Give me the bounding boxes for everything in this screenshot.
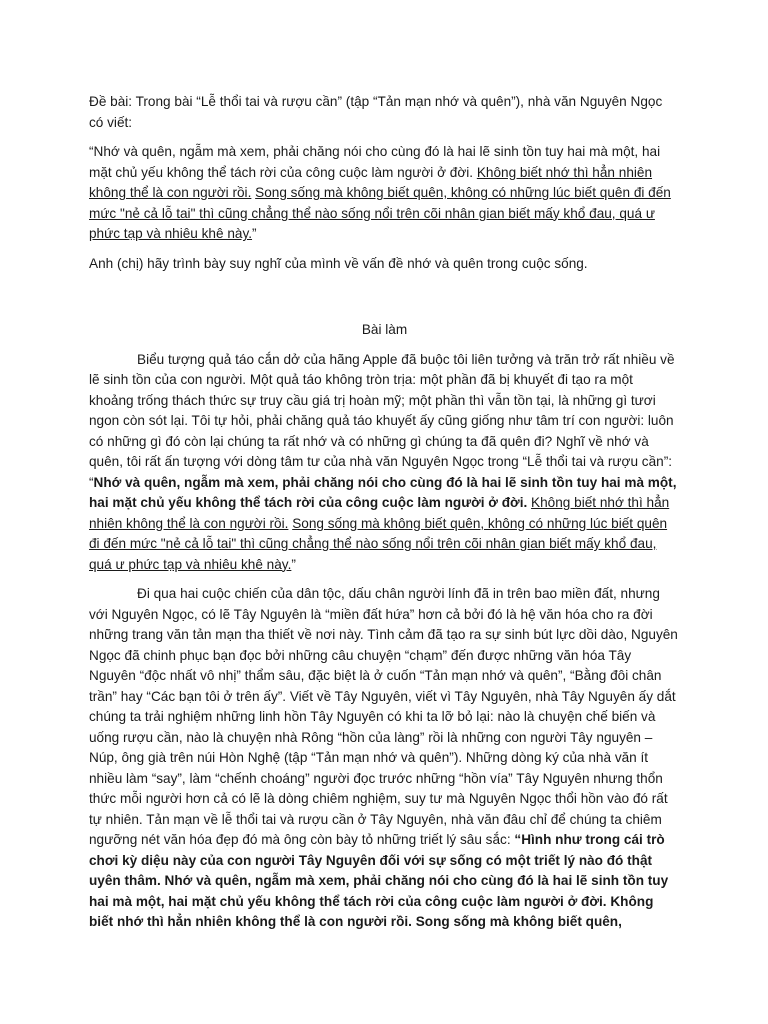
quote-close-mark: ” — [252, 226, 257, 241]
p1-underlined-sentence-2: Song sống mà không biết quên, không có những lúc biết quên đi đến mức "nẻ cả lỗ tai" thì cũng chẳng thể nào sống nổi trên cõi nhân gian biết mấy khổ đau, quá ư phức tạp và nhiêu khê này. — [89, 515, 668, 572]
prompt-heading: Đề bài: Trong bài “Lễ thổi tai và rượu cần” (tập “Tản mạn nhớ và quên”), nhà văn Nguyên Ngọc có viết: — [89, 94, 663, 130]
prompt-task: Anh (chị) hãy trình bày suy nghĩ của mình về vấn đề nhớ và quên trong cuộc sống. — [89, 255, 588, 271]
p1-bold-quote: Nhớ và quên, ngẫm mà xem, phải chăng nói cho cùng đó là hai lẽ sinh tồn tuy hai mà một, hai mặt chủ yếu không thể tách rời của công cuộc làm người ở đời. — [89, 474, 677, 510]
p2-text: Đi qua hai cuộc chiến của dân tộc, dấu chân người lính đã in trên bao miền đất, nhưng với Nguyên Ngọc, có lẽ Tây Nguyên là “miền đất hứa” hơn cả bởi đó là hệ văn hóa cho ra đời những trang văn tản mạn tha thiết về nơi này. Tình cảm đã tạo ra sự sinh bút lực dồi dào, Nguyên Ngọc đã chinh phục bạn đọc bởi những câu chuyện “chạm” đến được những văn hóa Tây Nguyên “độc nhất vô nhị” thẩm sâu, đặc biệt là ở cuốn “Tản mạn nhớ và quên”, “Bằng đôi chân trần” hay “Các bạn tôi ở trên ấy”. Viết về Tây Nguyên, viết vì Tây Nguyên, nhà Tây Nguyên ấy dắt chúng ta trải nghiệm những linh hồn Tây Nguyên có khi ta lỡ bỏ lại: nào là chuyện chế biến và uống rượu cần, nào là chuyện nhà Rông “hồn của làng” rồi là những con người Tây nguyên – Núp, ông già trên núi Hòn Nghệ (tập “Tản mạn nhớ và quên”). Những dòng ký của nhà văn ít nhiều làm “say”, làm “chếnh choáng” người đọc trước những “hồn vía” Tây Nguyên nhưng thổn thức mỗi người hơn cả có lẽ là dòng chiêm nghiệm, suy tư mà Nguyên Ngọc thổi hồn vào đó rất tự nhiên. Tản mạn về lễ thổi tai và rượu cần ở Tây Nguyên, nhà văn đâu chỉ để chúng ta chiêm ngưỡng nét văn hóa đẹp đó mà ông còn bày tỏ những triết lý sâu sắc: — [89, 586, 678, 847]
p2-bold-quote: “Hình như trong cái trò chơi kỳ diệu này của con người Tây Nguyên đối với sự sống có một triết lý nào đó thật uyên thâm. Nhớ và quên, ngẫm mà xem, phải chăng nói cho cùng đó là hai lẽ sinh tồn tuy hai mà một, hai mặt chủ yếu không thể tách rời của công cuộc làm người ở đời. Không biết nhớ thì hẳn nhiên không thể là con người rồi. Song sống mà không biết quên, — [89, 832, 669, 929]
essay-paragraph-2 — [89, 584, 680, 933]
p1-underlined-sentence-1: Không biết nhớ thì hẳn nhiên không thể là con người rồi. — [89, 495, 670, 531]
quote-open-mark: “ — [89, 144, 94, 159]
p1-close-mark: ” — [291, 556, 296, 572]
p1-text: Biểu tượng quả táo cắn dở của hãng Apple đã buộc tôi liên tưởng và trăn trở rất nhiều về lẽ sinh tồn của con người. Một quả táo không tròn trịa: một phần đã bị khuyết đi tạo ra một khoảng trống thách thức sự truy cầu giá trị hoàn mỹ; một phần thì vẫn tồn tại, là những gì tươi ngon còn sót lại. Tôi tự hỏi, phải chăng quả táo khuyết ấy cũng giống như tâm trí con người: luôn có những gì đó còn lại chúng ta rất nhớ và có những gì chúng ta đã quên đi? Nghĩ về nhớ và quên, tôi rất ấn tượng với dòng tâm tư của nhà văn Nguyên Ngọc trong “Lễ thổi tai và rượu cần”: “ — [89, 351, 675, 490]
quote-underlined-sentence-1: Không biết nhớ thì hẳn nhiên không thể là con người rồi. — [89, 164, 653, 200]
essay-paragraph-1 — [89, 350, 680, 576]
prompt-quote — [89, 142, 680, 245]
quote-plain-text: Nhớ và quên, ngẫm mà xem, phải chăng nói cho cùng đó là hai lẽ sinh tồn tuy hai mà một, hai mặt chủ yếu không thể tách rời của công cuộc làm người ở đời. — [89, 144, 661, 180]
essay-title: Bài làm — [361, 322, 408, 337]
quote-underlined-sentence-2: Song sống mà không biết quên, không có những lúc biết quên đi đến mức "nẻ cả lỗ tai" thì cũng chẳng thể nào sống nổi trên cõi nhân gian biết mấy khổ đau, quá ư phức tạp và nhiêu khê này. — [89, 185, 671, 241]
